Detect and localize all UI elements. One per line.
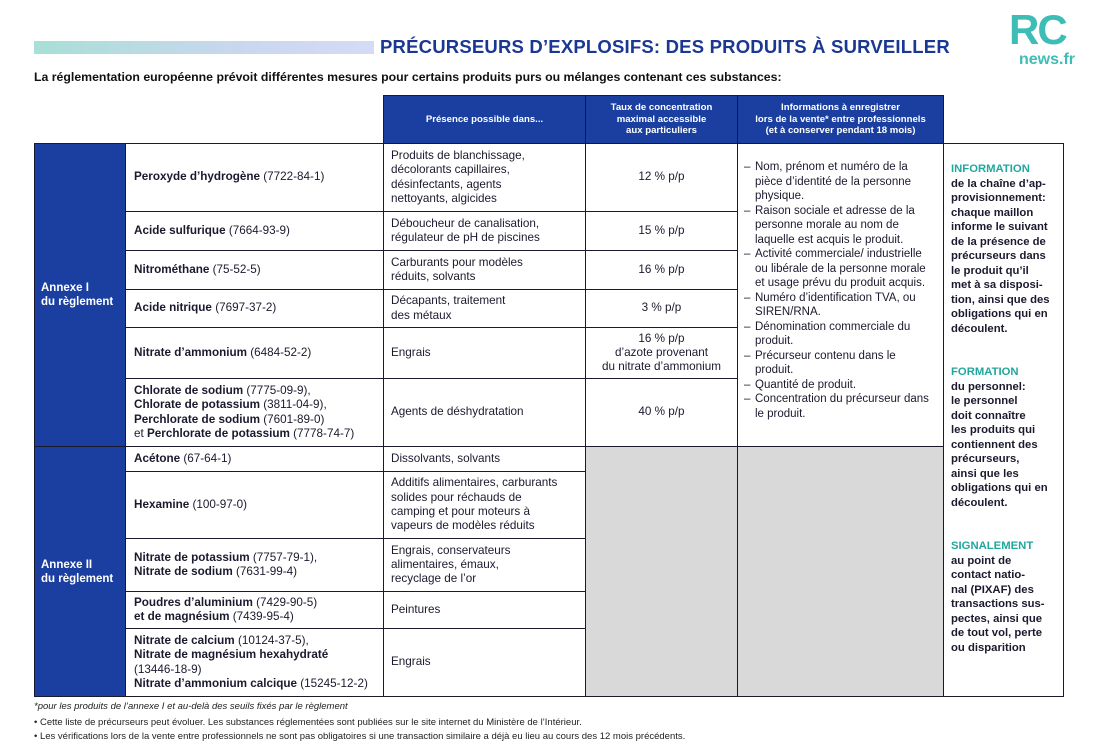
product-line <box>134 498 247 512</box>
product-cell <box>125 446 384 472</box>
concentration-cell <box>585 211 738 251</box>
product-name: Perchlorate de sodium <box>134 412 261 426</box>
info-to-record-list <box>744 160 937 421</box>
presence-line: des métaux <box>391 308 452 322</box>
rcnews-logo <box>1005 6 1085 75</box>
presence-cell <box>383 628 586 697</box>
product-cell <box>125 289 384 328</box>
obligations-column <box>943 143 1064 697</box>
annex-label <box>34 446 126 697</box>
obligation-text-line: le personnel <box>951 395 1018 407</box>
presence-line: solides pour réchauds de <box>391 490 522 504</box>
concentration-cell <box>585 327 738 379</box>
presence-line: désinfectants, agents <box>391 177 502 191</box>
header-concentration <box>585 95 738 144</box>
product-line <box>134 398 354 412</box>
obligation-text-line: découlent. <box>951 322 1008 335</box>
presence-line: recyclage de l’or <box>391 572 477 586</box>
footnote-asterisk: *pour les produits de l’annexe I et au-delà des seuils fixés par le règlement <box>34 701 348 712</box>
presence-cell <box>383 211 586 251</box>
presence-line: Agents de déshydratation <box>391 405 524 419</box>
info-item: – Dénomination commerciale du produit. <box>744 320 937 349</box>
presence-line: Engrais, conservateurs <box>391 543 511 557</box>
annex-label <box>34 143 126 447</box>
product-cas-number: (7631-99-4) <box>235 565 298 578</box>
obligation-block <box>951 162 1057 336</box>
concentration-cell <box>585 378 738 447</box>
product-name: Nitrométhane <box>134 262 210 276</box>
product-cas-number: (3811-04-9), <box>263 398 327 412</box>
obligation-text-line: précurseurs dans <box>951 250 1046 262</box>
info-item: – Quantité de produit. <box>744 378 937 393</box>
product-cas-number: (7664-93-9) <box>228 223 290 237</box>
concentration-line: 16 % p/p <box>638 262 685 276</box>
header-presence <box>383 95 586 144</box>
obligation-text-line: de tout vol, perte <box>951 627 1043 639</box>
concentration-line: 3 % p/p <box>641 301 682 315</box>
presence-cell <box>383 289 586 328</box>
header-concentration-line: maximal accessible <box>616 113 707 125</box>
obligation-text-line: informe le suivant <box>951 221 1048 233</box>
header-info-line: lors de la vente* entre professionnels <box>755 113 926 125</box>
title-accent-bar <box>34 41 374 54</box>
product-cell <box>125 211 384 251</box>
presence-line: nettoyants, algicides <box>391 191 497 205</box>
footnote-list-evolution: • Cette liste de précurseurs peut évoluer. Les substances réglementées sont publiées sur le site internet du Ministère de l’Intérieur. <box>34 717 582 728</box>
product-cell <box>125 591 384 629</box>
obligation-text-line: précurseurs, <box>951 453 1020 465</box>
product-name: Acide nitrique <box>134 301 212 315</box>
product-name: Poudres d’aluminium <box>134 595 253 609</box>
presence-line: vapeurs de modèles réduits <box>391 519 535 533</box>
logo-news-text: news.fr <box>1019 51 1076 68</box>
obligation-text-line: de la présence de <box>951 235 1046 248</box>
product-cas-number: (7722-84-1) <box>263 170 325 184</box>
annex-label-line: Annexe I <box>41 282 89 294</box>
concentration-line: 15 % p/p <box>638 223 685 237</box>
presence-line: Produits de blanchissage, <box>391 148 525 162</box>
product-line <box>134 596 317 610</box>
obligation-text-line: obligations qui en <box>951 482 1048 494</box>
obligation-text-line: tion, ainsi que des <box>951 293 1050 306</box>
presence-cell <box>383 471 586 539</box>
presence-line: Carburants pour modèles <box>391 255 523 269</box>
obligation-text-line: ainsi que les <box>951 467 1019 480</box>
obligation-text-line: ou disparition <box>951 641 1026 654</box>
annex-label-line: du règlement <box>41 572 114 585</box>
obligation-text-line: transactions sus- <box>951 598 1045 610</box>
presence-line: alimentaires, émaux, <box>391 557 499 571</box>
presence-line: décolorants capillaires, <box>391 163 510 177</box>
obligation-text-line: obligations qui en <box>951 308 1048 320</box>
presence-cell <box>383 250 586 290</box>
obligation-text-line: provisionnement: <box>951 192 1046 204</box>
product-line <box>134 263 261 277</box>
obligation-block <box>951 365 1057 510</box>
obligation-text-line: nal (PIXAF) des <box>951 583 1034 596</box>
obligation-block <box>951 539 1057 655</box>
product-cell <box>125 143 384 212</box>
page-title: PRÉCURSEURS D’EXPLOSIFS: DES PRODUITS À SURVEILLER <box>380 36 950 57</box>
presence-cell <box>383 327 586 379</box>
product-cell <box>125 378 384 447</box>
presence-line: Engrais <box>391 655 431 669</box>
obligation-text-line: les produits qui <box>951 424 1036 436</box>
logo-rc-text: RC <box>1009 6 1066 53</box>
info-item: – Activité commerciale/ industrielle ou libérale de la personne morale et usage prévu du produit acquis. <box>744 247 937 291</box>
product-line <box>134 427 354 441</box>
presence-line: camping et pour moteurs à <box>391 505 531 518</box>
header-info-line: (et à conserver pendant 18 mois) <box>765 125 916 137</box>
product-name: Nitrate de calcium <box>134 633 235 647</box>
presence-line: régulateur de pH de piscines <box>391 231 540 244</box>
product-cas-number: (7775-09-9), <box>246 383 311 397</box>
presence-cell <box>383 143 586 212</box>
info-item: – Précurseur contenu dans le produit. <box>744 349 937 378</box>
concentration-line: 40 % p/p <box>638 405 685 419</box>
product-cell <box>125 250 384 290</box>
concentration-cell <box>585 250 738 290</box>
obligation-text-line: doit connaître <box>951 409 1026 422</box>
header-concentration-line: aux particuliers <box>626 125 697 137</box>
product-cas-number: (75-52-5) <box>212 262 261 276</box>
product-cas-number: (7439-95-4) <box>232 610 294 623</box>
product-line <box>134 634 368 648</box>
presence-cell <box>383 446 586 472</box>
obligation-heading: SIGNALEMENT <box>951 540 1034 552</box>
header-presence-label: Présence possible dans... <box>425 113 544 125</box>
obligation-text-line: met à sa disposi- <box>951 279 1043 291</box>
product-cas-number: (6484-52-2) <box>250 345 312 359</box>
footnote-verifications: • Les vérifications lors de la vente entre professionnels ne sont pas obligatoires si une transaction similaire a déjà eu lieu au cours des 12 mois précédents. <box>34 731 686 742</box>
product-cas-number: (67-64-1) <box>183 451 232 465</box>
info-item: – Nom, prénom et numéro de la pièce d’identité de la personne physique. <box>744 160 937 204</box>
product-cell <box>125 628 384 697</box>
product-line <box>134 648 368 662</box>
product-line <box>134 452 231 466</box>
obligation-text-line: du personnel: <box>951 380 1026 393</box>
info-item: – Raison sociale et adresse de la personne morale au nom de laquelle est acquis le produit. <box>744 204 937 248</box>
presence-cell <box>383 538 586 592</box>
product-cell <box>125 327 384 379</box>
product-line <box>134 551 317 565</box>
page-subtitle: La réglementation européenne prévoit différentes mesures pour certains produits purs ou mélanges contenant ces substances: <box>34 70 782 84</box>
product-name: Acide sulfurique <box>134 223 226 237</box>
product-cas-number: (7697-37-2) <box>215 301 277 315</box>
product-cas-number: (100-97-0) <box>192 497 248 511</box>
product-line <box>134 301 276 315</box>
product-name: Nitrate de sodium <box>134 565 233 578</box>
obligation-text-line: chaque maillon <box>951 206 1034 219</box>
product-cas-number: (10124-37-5), <box>237 633 309 647</box>
presence-line: Additifs alimentaires, carburants <box>391 476 558 490</box>
info-item: – Numéro d’identification TVA, ou SIREN/RNA. <box>744 291 937 320</box>
presence-line: Déboucheur de canalisation, <box>391 216 540 230</box>
product-line <box>134 565 317 579</box>
product-cell <box>125 538 384 592</box>
obligation-text-line: le produit qu’il <box>951 264 1029 277</box>
presence-line: Dissolvants, solvants <box>391 451 501 465</box>
product-cas-number: (7429-90-5) <box>256 595 318 609</box>
product-line <box>134 346 311 360</box>
obligation-text-line: de la chaîne d’ap- <box>951 177 1046 190</box>
concentration-line: d’azote provenant <box>615 345 708 359</box>
product-name: Nitrate de magnésium hexahydraté <box>134 648 329 662</box>
presence-line: réduits, solvants <box>391 270 476 283</box>
presence-line: Décapants, traitement <box>391 294 506 308</box>
product-cas-number: (7778-74-7) <box>293 426 355 440</box>
obligation-heading: FORMATION <box>951 366 1019 378</box>
product-line <box>134 413 354 427</box>
product-line <box>134 677 368 691</box>
annex-label-line: du règlement <box>41 296 114 308</box>
obligation-heading: INFORMATION <box>951 163 1030 175</box>
concentration-cell <box>585 289 738 328</box>
product-name: Nitrate de potassium <box>134 550 250 564</box>
product-name: Peroxyde d’hydrogène <box>134 170 261 184</box>
presence-line: Engrais <box>391 345 431 359</box>
info-to-record-cell <box>737 143 944 447</box>
product-cas-number: (7601-89-0) <box>263 412 325 426</box>
product-line <box>134 170 324 184</box>
info-item: – Concentration du précurseur dans le produit. <box>744 392 937 421</box>
concentration-line: du nitrate d’ammonium <box>602 360 721 374</box>
info-not-applicable <box>737 446 944 697</box>
concentration-line: 16 % p/p <box>638 331 685 345</box>
product-name: Acétone <box>134 451 181 465</box>
product-cas-number: (7757-79-1), <box>252 550 318 564</box>
concentration-cell <box>585 143 738 212</box>
product-line <box>134 610 317 624</box>
product-name: et de magnésium <box>134 610 230 623</box>
header-info <box>737 95 944 144</box>
product-cas-number: (15245-12-2) <box>300 676 368 690</box>
product-line <box>134 663 368 677</box>
obligation-text-line: pectes, ainsi que <box>951 612 1043 625</box>
product-name: Nitrate d’ammonium <box>134 345 247 359</box>
concentration-not-applicable <box>585 446 738 697</box>
product-line <box>134 224 290 238</box>
presence-cell <box>383 591 586 629</box>
obligation-text-line: contiennent des <box>951 438 1038 451</box>
obligation-text-line: contact natio- <box>951 569 1026 581</box>
product-name: Chlorate de sodium <box>134 383 244 397</box>
product-name: Chlorate de potassium <box>134 398 260 412</box>
header-info-line: Informations à enregistrer <box>781 102 900 114</box>
concentration-line: 12 % p/p <box>638 170 685 184</box>
obligation-text-line: découlent. <box>951 496 1008 509</box>
presence-line: Peintures <box>391 602 441 616</box>
product-cas-number: (13446-18-9) <box>134 662 202 676</box>
product-name: Nitrate d’ammonium calcique <box>134 676 298 690</box>
obligation-text-line: au point de <box>951 554 1012 567</box>
product-name: Perchlorate de potassium <box>147 426 290 440</box>
product-line <box>134 384 354 398</box>
product-cell <box>125 471 384 539</box>
annex-label-line: Annexe II <box>41 558 93 571</box>
product-name: Hexamine <box>134 497 190 511</box>
presence-cell <box>383 378 586 447</box>
product-prefix: et <box>134 426 147 440</box>
header-concentration-line: Taux de concentration <box>610 102 713 114</box>
